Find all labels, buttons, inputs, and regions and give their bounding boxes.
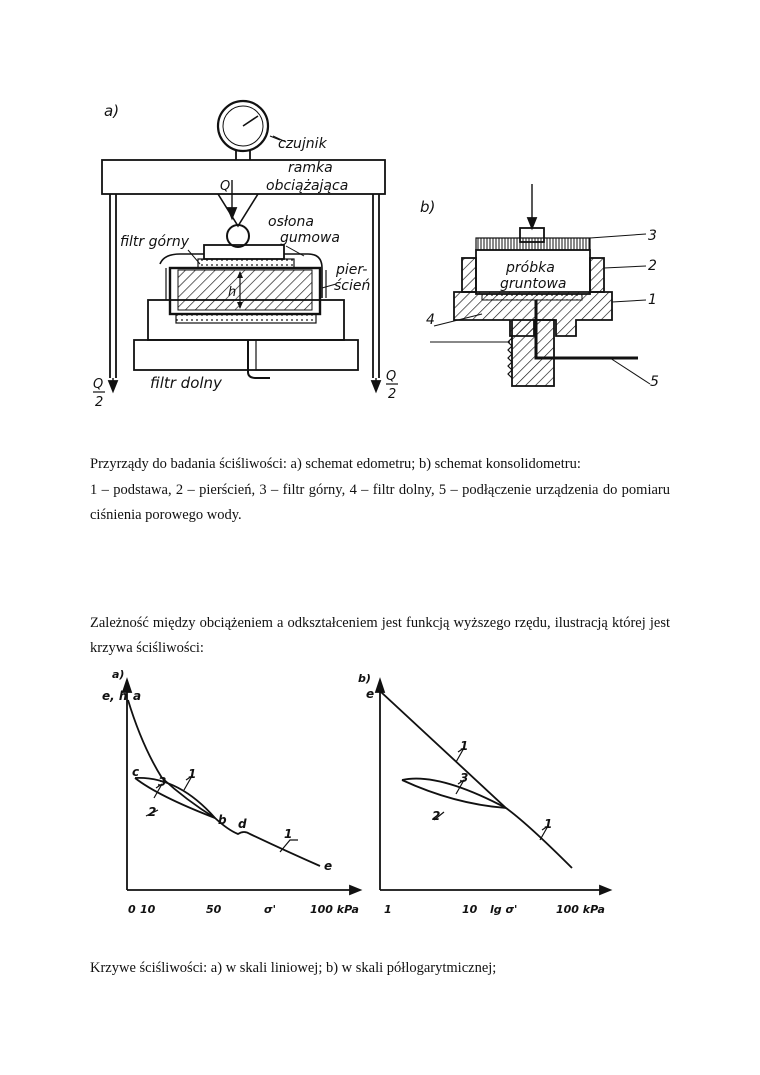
chart-b-tick-100: 100 kPa — [556, 903, 605, 916]
chart-a-curve-3 — [135, 778, 215, 818]
chart-b-x-label: lg σ' — [490, 903, 518, 916]
cover-label-1: osłona — [268, 214, 314, 230]
chart-a-point-b: b — [218, 813, 227, 827]
chart-a-curve-2 — [135, 778, 215, 818]
apparatus-figure — [90, 88, 680, 420]
figure-legend-1: 1 – podstawa, 2 – pierścień, 3 – filtr górny, 4 – filtr dolny, 5 – podłączenie urządzenia do pomiaru ciśnienia porowego wody. — [90, 482, 670, 523]
chart-b-title: b) — [358, 672, 371, 685]
load-label: Q — [220, 179, 231, 194]
top-filter-label: filtr górny — [120, 234, 189, 250]
chart-a-tick-10: 10 — [140, 903, 156, 916]
chart-b-tick-1: 1 — [384, 903, 392, 916]
ring-label-1: pier- — [336, 262, 368, 278]
chart-a-series-2-label: 2 — [148, 805, 157, 819]
half-load-left-num: Q — [93, 377, 104, 392]
chart-a-y-label: e, h — [102, 689, 128, 703]
chart-a-series-1b-label: 1 — [284, 827, 293, 841]
panel-b-label: b) — [420, 198, 436, 216]
chart-a-tick-0: 0 — [128, 903, 136, 916]
part-4-label: 4 — [426, 312, 435, 328]
chart-a-point-a: a — [133, 689, 142, 703]
body-paragraph: Zależność między obciążeniem a odkształceniem jest funkcją wyższego rzędu, ilustracją której jest krzywa ściśliwości: — [90, 615, 670, 656]
chart-a-series-3-label: 3 — [158, 775, 167, 789]
chart-a-tick-50: 50 — [206, 903, 222, 916]
chart-b-tick-10: 10 — [462, 903, 478, 916]
chart-b-series-3-label: 3 — [460, 771, 469, 785]
chart-a-point-d: d — [238, 817, 247, 831]
chart-b-y-label: e — [366, 687, 375, 701]
cover-label-2: gumowa — [280, 230, 340, 246]
half-load-left-den: 2 — [95, 395, 104, 410]
part-3-label: 3 — [648, 228, 657, 244]
chart-a-title: a) — [112, 668, 125, 681]
chart-a-point-e: e — [324, 859, 333, 873]
half-load-right-den: 2 — [388, 387, 397, 402]
compressibility-curves-figure — [98, 668, 618, 922]
chart-b-semilog — [376, 680, 610, 894]
frame-label-1: ramka — [288, 160, 333, 176]
chart-b-curve-1 — [381, 692, 572, 868]
figure-caption-2: Krzywe ściśliwości: a) w skali liniowej; b) w skali półlogarytmicznej; — [90, 960, 497, 976]
chart-b-series-1b-label: 1 — [544, 817, 553, 831]
sample-label-1: próbka — [506, 260, 555, 276]
part-5-label: 5 — [650, 374, 659, 390]
bottom-filter-label: filtr dolny — [150, 374, 222, 392]
chart-a-tick-100: 100 kPa — [310, 903, 359, 916]
chart-a-curve-1 — [128, 700, 320, 866]
chart-a-series-1-label: 1 — [188, 767, 197, 781]
chart-b-series-1-label: 1 — [460, 739, 469, 753]
chart-a-point-c: c — [132, 765, 140, 779]
part-1-label: 1 — [648, 292, 657, 308]
half-load-right-num: Q — [386, 369, 397, 384]
panel-a-label: a) — [104, 102, 120, 120]
chart-a-x-label: σ' — [264, 903, 276, 916]
height-label: h — [228, 285, 237, 300]
figure-caption-1: Przyrządy do badania ściśliwości: a) schemat edometru; b) schemat konsolidometru: — [90, 456, 581, 472]
sample-label-2: gruntowa — [500, 276, 567, 292]
ring-label-2: ścień — [334, 278, 371, 294]
chart-b-series-2-label: 2 — [432, 809, 441, 823]
sensor-label: czujnik — [278, 136, 327, 152]
part-2-label: 2 — [648, 258, 657, 274]
frame-label-2: obciążająca — [266, 178, 349, 194]
